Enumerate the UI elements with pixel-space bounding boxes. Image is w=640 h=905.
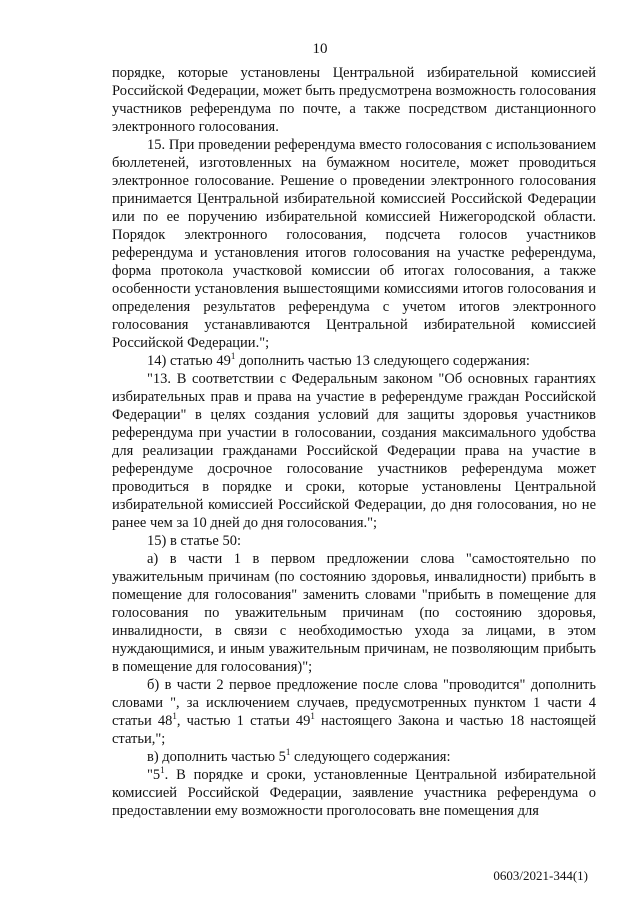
paragraph-subitem-a [112,550,596,676]
paragraph-part-5-1 [112,766,596,820]
paragraph-item-14-article-49-1 [112,352,596,370]
paragraph-text: 15) в статье 50: [147,533,241,549]
paragraph-text: "13. В соответствии с Федеральным законом "Об основных гарантиях избирательных прав и права на участие в референдуме граждан Российской Федерации" в целях создания условий для защиты здоровья участников референдума при участии в голосовании, создания максимального удобства для реализации гражданами Российской Федерации права на участие в референдуме досрочное голосование участников референдума может проводиться в порядке и сроки, которые установлены Центральной избирательной комиссией Российской Федерации, до дня голосования, но не ранее чем за 10 дней до дня голосования."; [112,371,596,531]
document-code: 0603/2021-344(1) [493,868,588,883]
superscript: 1 [172,711,177,722]
paragraph-subitem-b [112,676,596,748]
superscript: 1 [310,711,315,722]
paragraph-text: а) в части 1 в первом предложении слова "самостоятельно по уважительным причинам (по состоянию здоровья, инвалидности) прибыть в помещение для голосования" заменить словами "прибыть в помещение для голосования по уважительным причинам (по состоянию здоровья, инвалидности, в связи с необходимостью ухода за лицами, в этом нуждающимися, и иным уважительным причинам, не позволяющим прибыть в помещение для голосования)"; [112,551,596,675]
paragraph-text: следующего содержания: [290,749,451,765]
page-number: 10 [312,41,328,57]
superscript: 1 [285,747,291,758]
paragraph-text: дополнить частью 13 следующего содержания: [235,353,530,369]
paragraph-text: в) дополнить частью 5 [147,749,286,765]
paragraph-text: 14) статью 49 [147,353,231,369]
document-body [112,64,596,820]
paragraph-text: порядке, которые установлены Центральной избирательной комиссией Российской Федерации, может быть предусмотрена возможность голосования участников референдума по почте, а также посредством дистанционного электронного голосования. [112,65,596,135]
paragraph-item-15-article-50 [112,532,596,550]
paragraph-item-15-electronic-voting [112,136,596,352]
paragraph-text: настоящего Закона и частью 18 настоящей статьи,"; [112,713,596,747]
paragraph-text: б) в части 2 первое предложение после слова "проводится" дополнить словами ", за исключением случаев, предусмотренных пунктом 1 части 4 статьи 48 [112,677,596,729]
paragraph-continuation [112,64,596,136]
superscript: 1 [160,765,165,776]
superscript: 1 [230,351,236,362]
paragraph-text: , частью 1 статьи 49 [176,713,311,729]
paragraph-text: 15. При проведении референдума вместо голосования с использованием бюллетеней, изготовленных на бумажном носителе, может проводиться электронное голосование. Решение о проведении электронного голосования принимается Центральной избирательной комиссией Российской Федерации или по ее поручению избирательной комиссией Нижегородской области. Порядок электронного голосования, подсчета голосов участников референдума и установления итогов голосования на участке референдума, форма протокола участковой комиссии об итогах голосования, а также особенности установления вышестоящими комиссиями итогов голосования и определения результатов референдума с учетом итогов электронного голосования устанавливаются Центральной избирательной комиссией Российской Федерации."; [112,137,596,351]
paragraph-subitem-v [112,748,596,766]
paragraph-text: "5 [147,767,161,783]
paragraph-text: . В порядке и сроки, установленные Центральной избирательной комиссией Российской Федерации, заявление участника референдума о предоставлении ему возможности проголосовать вне помещения для [112,767,596,819]
paragraph-part-13-early-voting [112,370,596,532]
